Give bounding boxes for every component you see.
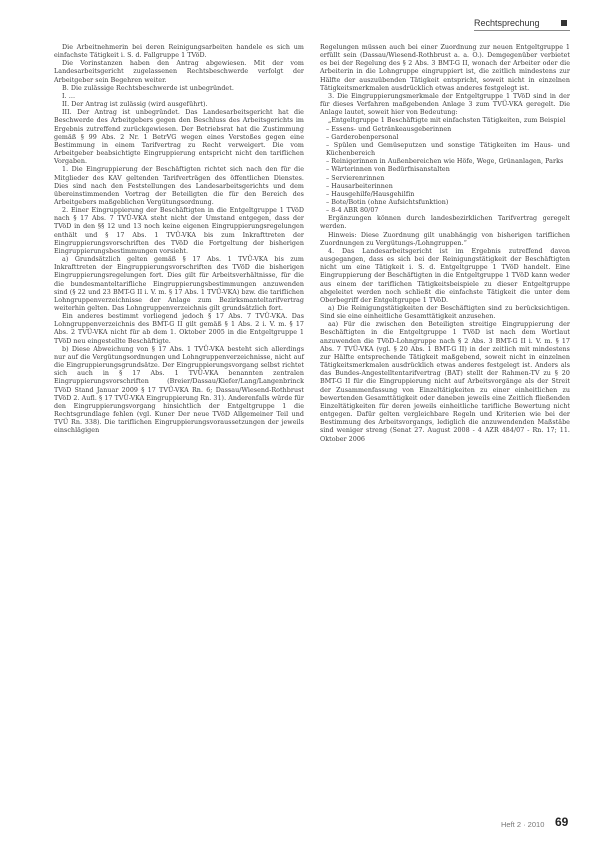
list-item: – 8-4 ABR 80/07 [326,207,570,215]
paragraph: 2. Einer Eingruppierung der Beschäftigten in die Entgeltgruppe 1 TVöD nach § 17 Abs. 7 TVÜ-VKA steht nicht der Umstand entgegen, dass der TVöD in den §§ 12 und 13 noch keine eigenen Eingruppierungsregelungen enthält und § 17 Abs. 1 TVÜ-VKA bis zum Inkrafttreten der Eingruppierungsvorschriften des TVöD die Fortgeltung der bisherigen Eingruppierungsbestimmungen vorsieht. [54,207,304,255]
paragraph: a) Die Reinigungstätigkeiten der Beschäftigten sind zu berücksichtigen. Sind sie eine einheitliche Gesamttätigkeit anzusehen. [320,305,570,321]
example-list [320,126,570,216]
section-marker-square [561,20,567,26]
paragraph: Die Arbeitnehmerin bei deren Reinigungsarbeiten handele es sich um einfachste Tätigkeit i. S. d. Fallgruppe 1 TVöD. [54,44,304,60]
list-item: – Servierenrinnen [326,175,570,183]
list-item: – Essens- und Getränkeausgeberinnen [326,126,570,134]
paragraph: 3. Die Eingruppierungsmerkmale der Entgeltgruppe 1 TVöD sind in der für dieses Verfahren maßgebenden Anlage 3 zum TVÜ-VKA geregelt. Die Anlage lautet, soweit hier von Bedeutung: [320,92,570,117]
header-rule [474,30,570,31]
paragraph: Ein anderes bestimmt vorliegend jedoch § 17 Abs. 7 TVÜ-VKA. Das Lohngruppenverzeichnis des BMT-G II gilt gemäß § 1 Abs. 2 i. V. m. § 17 Abs. 2 TVÜ-VKA nicht für ab dem 1. Oktober 2005 in die Entgeltgruppe 1 TVöD neu eingestellte Beschäftigte. [54,313,304,345]
paragraph: Die Vorinstanzen haben den Antrag abgewiesen. Mit der vom Landesarbeitsgericht zugelassenen Rechtsbeschwerde verfolgt der Arbeitgeber sein Begehren weiter. [54,60,304,84]
section-label: Rechtsprechung [474,18,540,28]
paragraph: a) Grundsätzlich gelten gemäß § 17 Abs. 1 TVÜ-VKA bis zum Inkrafttreten der Eingruppierungsvorschriften des TVöD die bisherigen Eingruppierungsregelungen fort. Dies gilt für Arbeitsverhältnisse, für die die bundesmanteltarifliche Eingruppierungsbestimmungen anzuwenden sind (§ 22 und 23 BMT-G II i. V. m. § 17 Abs. 1 TVÜ-VKA) bzw. die tariflichen Lohngruppenverzeichnisse der Anlage zum Bezirksmanteltarifvertrag weiterhin gelten. Das Lohngruppenverzeichnis gilt grundsätzlich fort. [54,256,304,312]
paragraph: „Entgeltgruppe 1 Beschäftigte mit einfachsten Tätigkeiten, zum Beispiel [328,117,566,125]
list-item: – Reinigerinnen in Außenbereichen wie Höfe, Wege, Grünanlagen, Parks [326,158,570,166]
list-item: – Spülen und Gemüseputzen und sonstige Tätigkeiten im Haus- und Küchenbereich [326,142,570,158]
paragraph: 1. Die Eingruppierung der Beschäftigten richtet sich nach den für die Mitglieder des KAV geltenden Tarifverträgen des öffentlichen Dienstes. Dies sind nach den Feststellungen des Landesarbeitsgerichts und dem übereinstimmenden Vortrag der Beteiligten die für den Bereich des Arbeitgebers maßgeblichen Vergütungsordnung. [54,166,304,206]
list-item: – Hausarbeiterinnen [326,183,570,191]
page-number: 69 [555,815,569,829]
paragraph: I. … [62,92,76,100]
paragraph: b) Diese Abweichung von § 17 Abs. 1 TVÜ-VKA besteht sich allerdings nur auf die Vergütungsordnungen und Lohngruppenverzeichnisse, nicht auf die Eingruppierungsgrundsätze. Der Eingruppierungsvorgang selbst richtet sich auch in § 17 Abs. 1 TVÜ-VKA benannten zentralen Eingruppierungsvorschriften (Breier/Dassau/Kiefer/Lang/Langenbrinck TVöD Stand Januar 2009 § 17 TVÜ-VKA Rn. 6; Dassau/Wiesend-Rothbrust TVöD 2. Aufl. § 17 TVÜ-VKA Eingruppierung Rn. 31). Anderenfalls würde für den Eingruppierungsvorgang hinsichtlich der Entgeltgruppe 1 die Rechtsgrundlage fehlen (vgl. Kuner Der neue TVöD Allgemeiner Teil und TVÜ Rn. 338). Die tariflichen Eingruppierungsvoraussetzungen der jeweils einschlägigen [54,345,304,435]
paragraph: Hinweis: Diese Zuordnung gilt unabhängig von bisherigen tariflichen Zuordnungen zu Vergütungs-/Lohngruppen.“ [320,231,570,247]
issue-label: Heft 2 · 2010 [501,820,545,829]
right-text-column [320,44,570,444]
paragraph: Ergänzungen können durch landesbezirklichen Tarifvertrag geregelt werden. [320,215,570,231]
list-item: – Garderobenpersonal [326,134,570,142]
paragraph: II. Der Antrag ist zulässig (wird ausgeführt). [62,101,208,109]
list-item: – Hausgehilfe/Hausgehilfin [326,191,570,199]
paragraph: 4. Das Landesarbeitsgericht ist im Ergebnis zutreffend davon ausgegangen, dass es sich bei der Reinigungstätigkeit der Beschäftigten nicht um eine Tätigkeit i. S. d. Entgeltgruppe 1 TVöD handelt. Eine Eingruppierung der Beschäftigten in die Entgeltgruppe 1 TVöD kann weder aus einem der tariflichen Tätigkeitsbeispiele zu dieser Entgeltgruppe abgeleitet werden noch schließt die einfachste Tätigkeit die unter dem Oberbegriff der Entgeltgruppe 1 TVöD. [320,247,570,304]
paragraph: III. Der Antrag ist unbegründet. Das Landesarbeitsgericht hat die Beschwerde des Arbeitgebers gegen den Beschluss des Arbeitsgerichts im Ergebnis zutreffend zurückgewiesen. Der Betriebsrat hat die Zustimmung gemäß § 99 Abs. 2 Nr. 1 BetrVG wegen eines Verstoßes gegen eine Bestimmung in einem Tarifvertrag zu Recht verweigert. Die vom Arbeitgeber beabsichtigte Eingruppierung entspricht nicht den tariflichen Vorgaben. [54,109,304,166]
paragraph: aa) Für die zwischen den Beteiligten streitige Eingruppierung der Beschäftigten in die Entgeltgruppe 1 TVöD ist nach dem Wortlaut anzuwenden die TVöD-Lohngruppe nach § 2 Abs. 3 BMT-G II i. V. m. § 17 Abs. 7 TVÜ-VKA (vgl. § 20 Abs. 1 BMT-G II) in der zeitlich mit mindestens zur Hälfte entsprechende Tätigkeit maßgebend, soweit nicht in einzelnen Tätigkeitsmerkmalen ausdrücklich etwas anderes festgelegt ist. Anders als das Bundes-Angestelltentarifvertrag (BAT) stellt der Rahmen-TV zu § 20 BMT-G II für die Eingruppierung nicht auf Arbeitsvorgänge als der Streit der Zusammenfassung von Einzeltätigkeiten zu einer einheitlichen zu bewertenden Gesamttätigkeit oder daneben jeweils eine Zeitlich fließenden Einzeltätigkeiten für deren jeweils einheitliche tarifliche Bewertung nicht entgegen. Dafür gelten vergleichbare Regeln und Kriterien wie bei der Bestimmung des Arbeitsvorgangs, lediglich die anzuwendenden Maßstäbe sind weniger streng (Senat 27. August 2008 - 4 AZR 484/07 - Rn. 17; 11. Oktober 2006 [320,321,570,443]
list-item: – Wärterinnen von Bedürfnisanstalten [326,166,570,174]
paragraph: B. Die zulässige Rechtsbeschwerde ist unbegründet. [62,84,234,92]
left-text-column [54,44,304,436]
list-item: – Bote/Botin (ohne Aufsichtsfunktion) [326,199,570,207]
paragraph: Regelungen müssen auch bei einer Zuordnung zur neuen Entgeltgruppe 1 erfüllt sein (Dassau/Wiesend-Rothbrust a. a. O.). Demgegenüber verbietet es bei der Regelung des § 2 Abs. 3 BMT-G II, wonach der Arbeiter oder die Arbeiterin in die Lohngruppe eingruppiert ist, die zeitlich mindestens zur Hälfte der auszuübenden Tätigkeit entspricht, soweit nicht in einzelnen Tätigkeitsmerkmalen ausdrücklich etwas anderes festgelegt ist. [320,44,570,92]
